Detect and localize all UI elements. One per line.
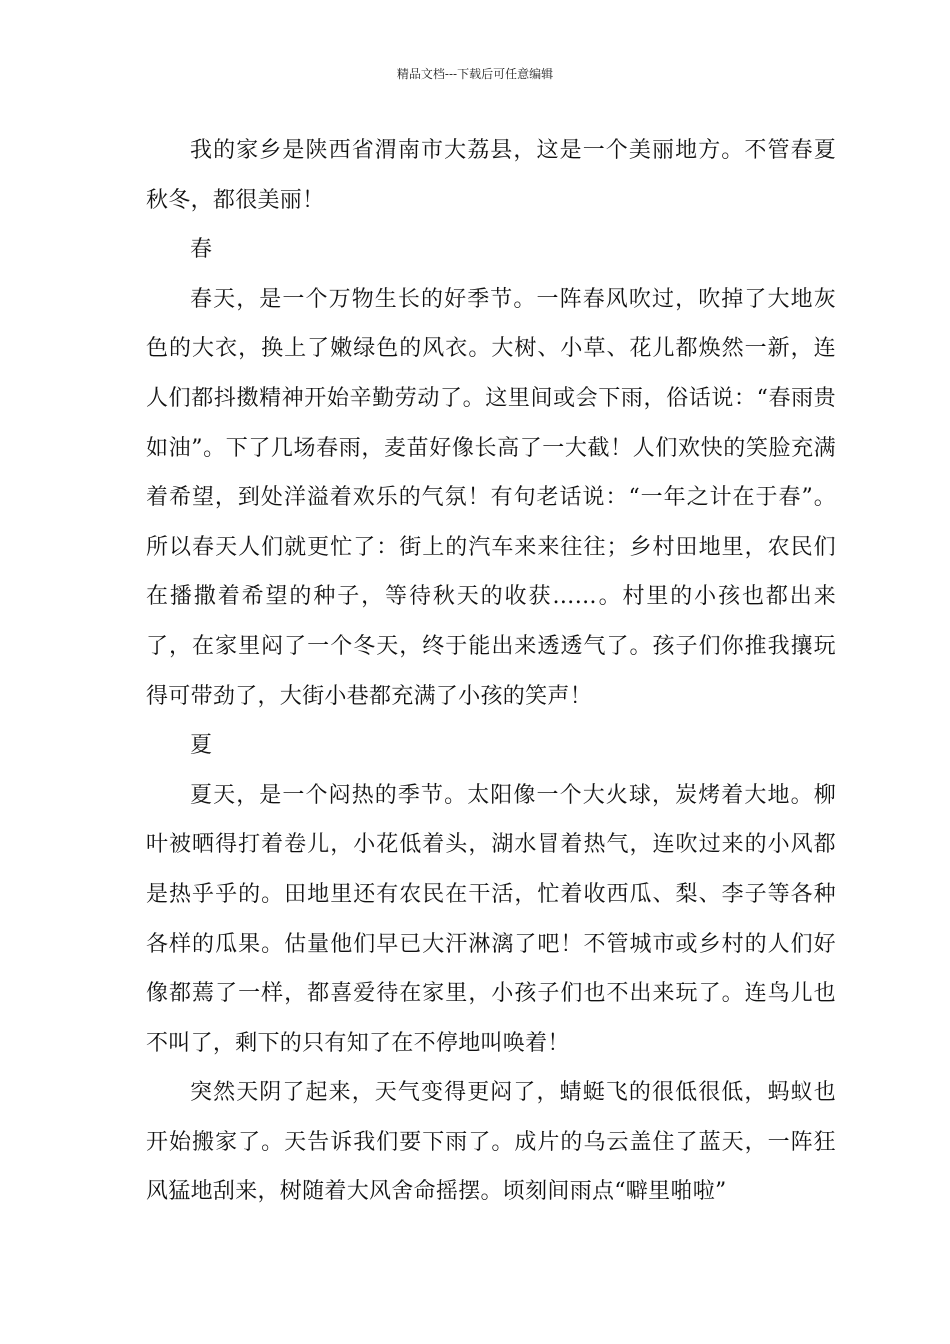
section-heading-summer: 夏 — [190, 733, 213, 759]
page-header: 精品文档---下载后可任意编辑 — [396, 67, 554, 81]
intro-paragraph: 我的家乡是陕西省渭南市大荔县，这是一个美丽地方。不管春夏秋冬，都很美丽！ — [146, 138, 836, 213]
spring-paragraph: 春天，是一个万物生长的好季节。一阵春风吹过，吹掉了大地灰色的大衣，换上了嫩绿色的风衣。大树、小草、花儿都焕然一新，连人们都抖擞精神开始辛勤劳动了。这里间或会下雨，俗话说：“春雨贵如油”。下了几场春雨，麦苗好像长高了一大截！人们欢快的笑脸充满着希望，到处洋溢着欢乐的气氛！有句老话说：“一年之计在于春”。所以春天人们就更忙了：街上的汽车来来往往；乡村田地里，农民们在播撒着希望的种子，等待秋天的收获……。村里的小孩也都出来了，在家里闷了一个冬天，终于能出来透透气了。孩子们你推我攘玩得可带劲了，大街小巷都充满了小孩的笑声！ — [146, 286, 836, 709]
summer-paragraph-2: 突然天阴了起来，天气变得更闷了，蜻蜓飞的很低很低，蚂蚁也开始搬家了。天告诉我们要下雨了。成片的乌云盖住了蓝天，一阵狂风猛地刮来，树随着大风舍命摇摆。顷刻间雨点“噼里啪啦” — [146, 1080, 836, 1205]
document-body — [146, 126, 836, 1217]
summer-paragraph-1: 夏天，是一个闷热的季节。太阳像一个大火球，炭烤着大地。柳叶被晒得打着卷儿，小花低着头，湖水冒着热气，连吹过来的小风都是热乎乎的。田地里还有农民在干活，忙着收西瓜、梨、李子等各种各样的瓜果。估量他们早已大汗淋漓了吧！不管城市或乡村的人们好像都蔫了一样，都喜爱待在家里，小孩子们也不出来玩了。连鸟儿也不叫了，剩下的只有知了在不停地叫唤着！ — [146, 782, 836, 1056]
section-heading-spring: 春 — [190, 237, 213, 263]
